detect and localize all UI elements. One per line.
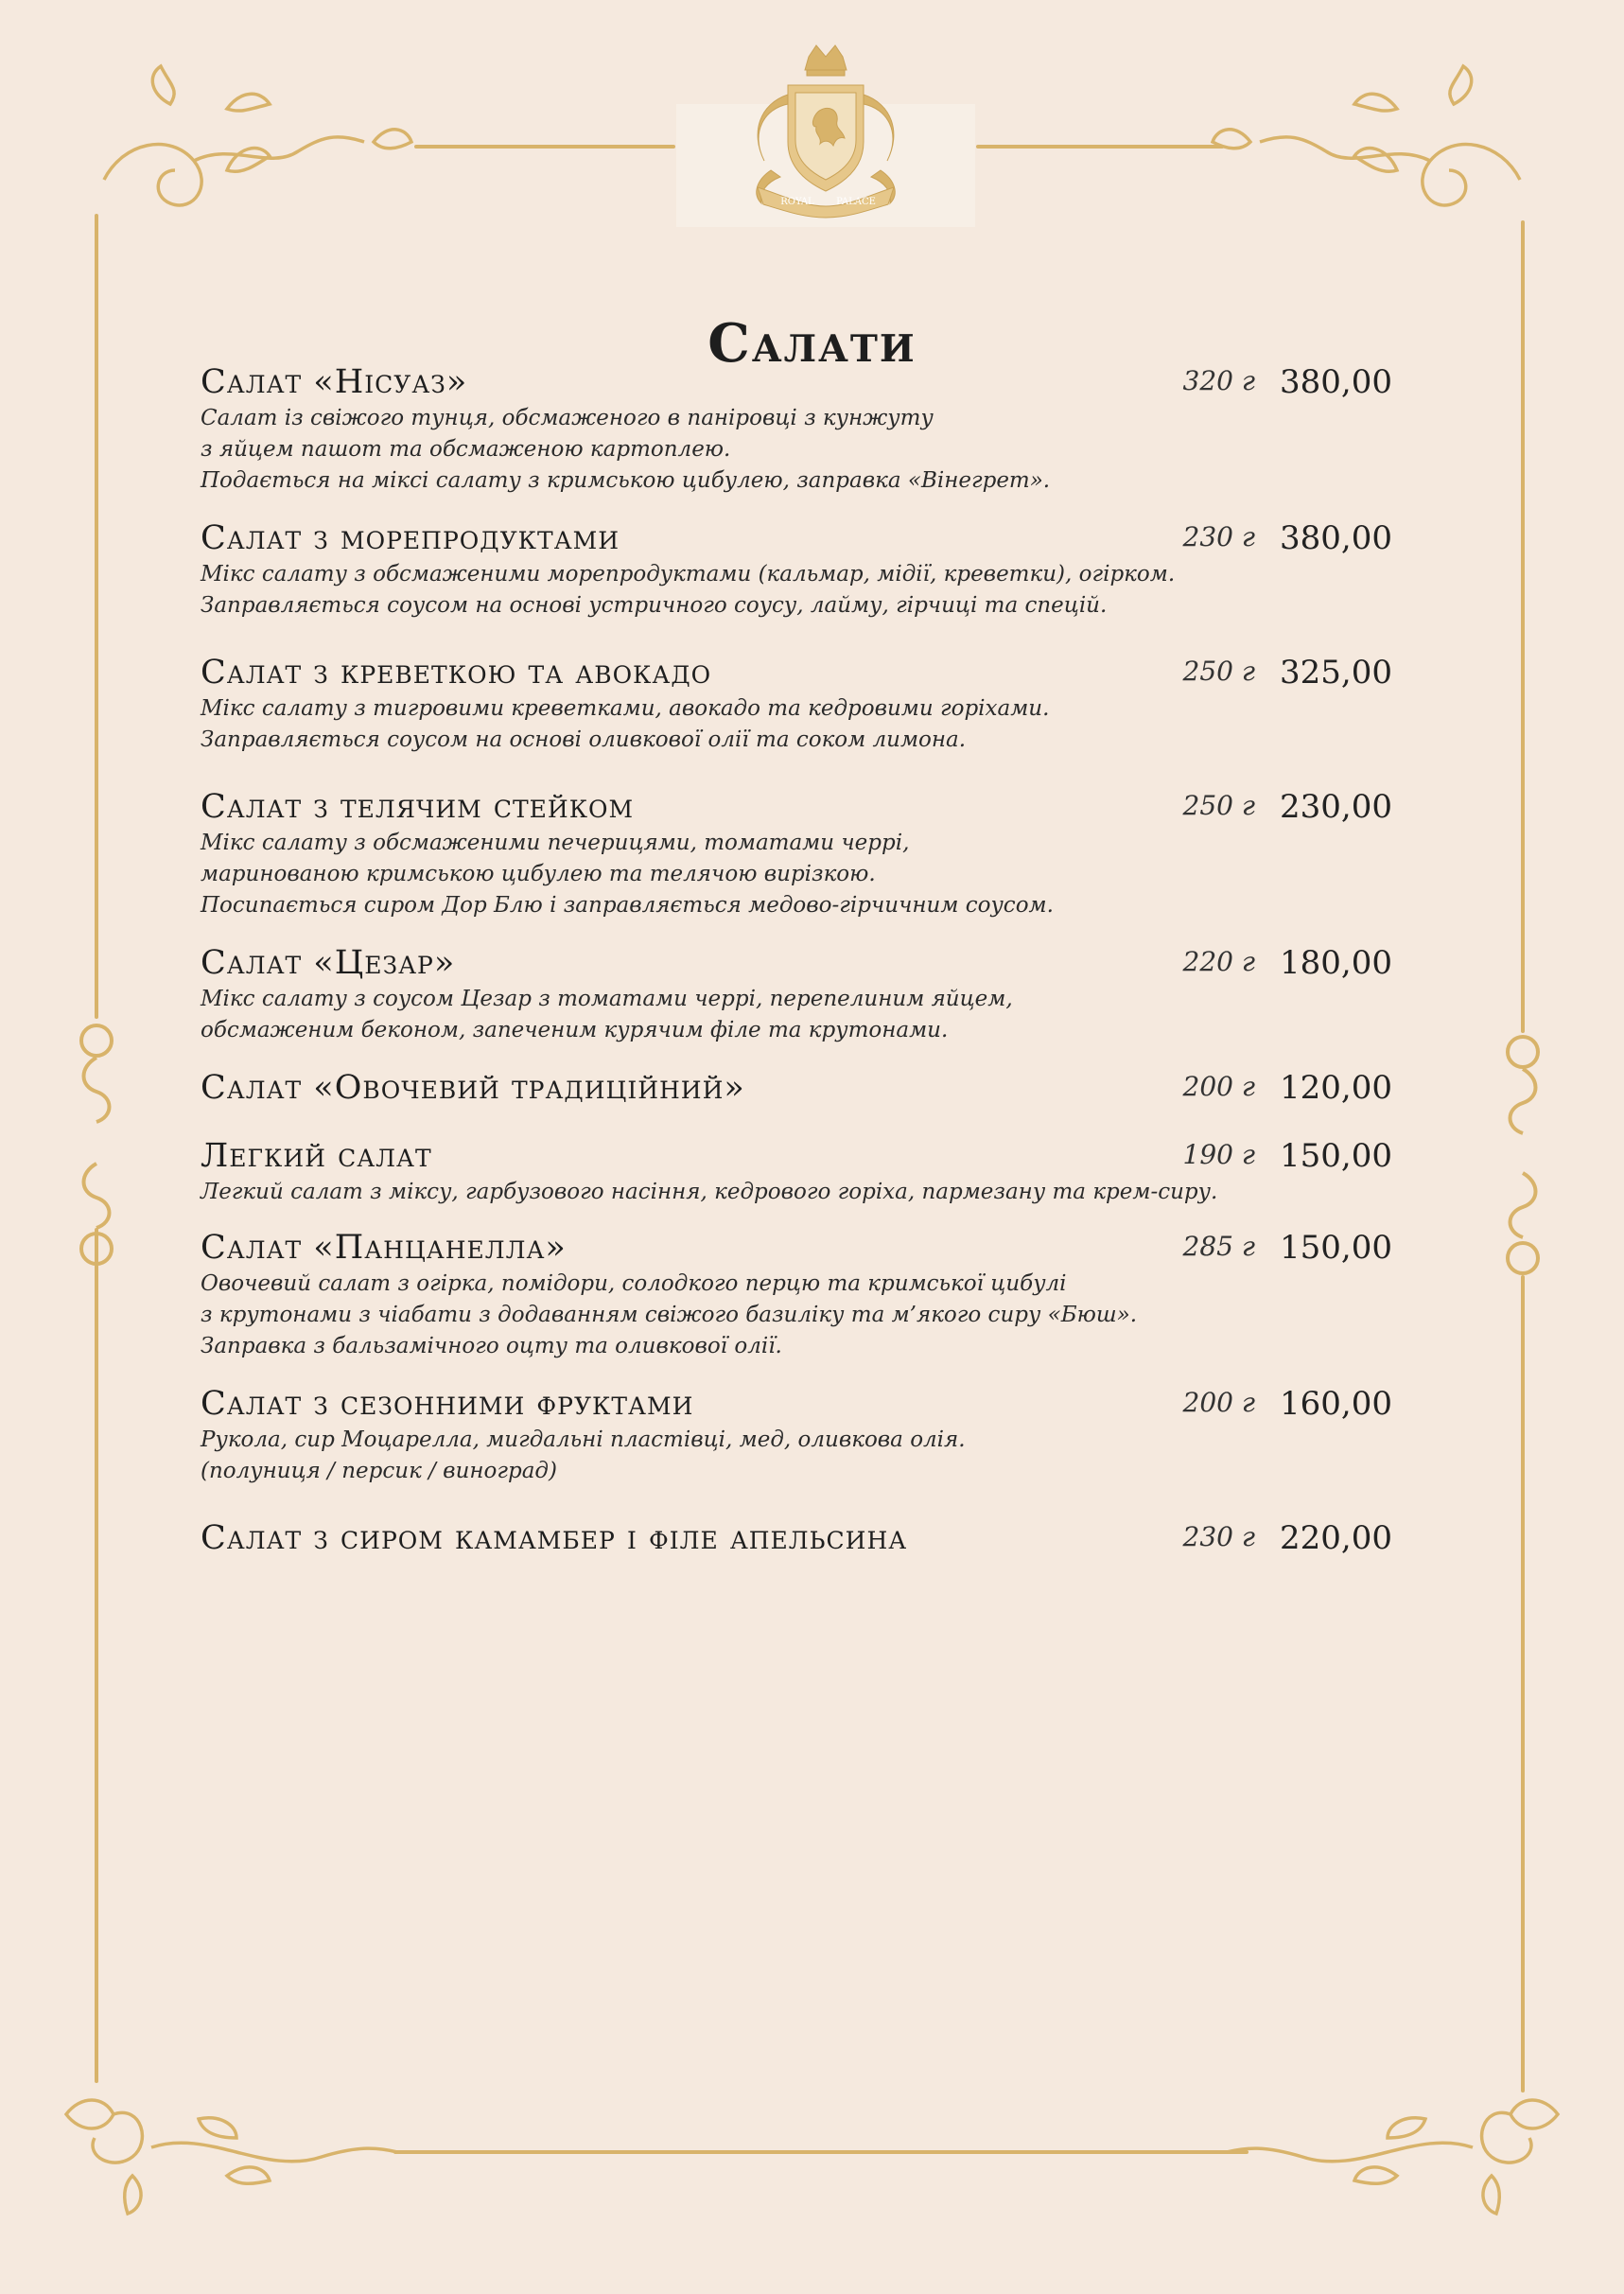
menu-item-weight: 320 г: [1182, 365, 1255, 396]
menu-item-price: 150,00: [1280, 1229, 1392, 1267]
menu-item-price: 230,00: [1280, 788, 1392, 826]
menu-item-name: Салат з морепродуктами: [201, 519, 620, 557]
bottom-left-flourish: [66, 2100, 397, 2214]
menu-item-name: Салат «Нісуаз»: [201, 363, 468, 401]
menu-item-description: маринованою кримською цибулею та телячою вирізкою.: [201, 862, 876, 886]
menu-item-description: Заправляється соусом на основі устричного соусу, лайму, гірчиці та спецій.: [201, 593, 1108, 618]
menu-item-weight: 230 г: [1182, 1521, 1255, 1552]
menu-item-name: Салат з сиром камамбер і філе апельсина: [201, 1519, 908, 1557]
menu-item: [201, 786, 1392, 921]
menu-item-price: 325,00: [1280, 654, 1392, 692]
crest-icon: [676, 38, 975, 227]
menu-item-description: обсмаженим беконом, запеченим курячим філе та крутонами.: [201, 1018, 949, 1042]
menu-item: [201, 1135, 1392, 1208]
bottom-right-flourish: [1227, 2100, 1558, 2214]
menu-item-weight: 200 г: [1182, 1071, 1255, 1102]
menu-item-name: Салат «Овочевий традиційний»: [201, 1069, 745, 1107]
right-ornament: [1508, 1037, 1538, 1273]
menu-item-description: Подається на міксі салату з кримською цибулею, заправка «Вінегрет».: [201, 468, 1051, 493]
menu-item-description: Салат із свіжого тунця, обсмаженого в паніровці з кунжуту: [201, 406, 934, 430]
menu-item-description: Заправляється соусом на основі оливкової олії та соком лимона.: [201, 727, 967, 752]
menu-item: [201, 361, 1392, 497]
menu-item: [201, 942, 1392, 1046]
menu-item: [201, 652, 1392, 756]
menu-item-price: 220,00: [1280, 1519, 1392, 1557]
menu-item: [201, 1227, 1392, 1362]
menu-item-description: (полуниця / персик / виноград): [201, 1459, 557, 1483]
menu-item-description: з яйцем пашот та обсмаженою картоплею.: [201, 437, 731, 462]
menu-item-weight: 250 г: [1182, 656, 1255, 687]
menu-item-name: Легкий салат: [201, 1137, 432, 1175]
menu-item-description: Мікс салату з обсмаженими морепродуктами (кальмар, мідії, креветки), огірком.: [201, 562, 1176, 587]
menu-item-price: 180,00: [1280, 944, 1392, 982]
menu-item-weight: 200 г: [1182, 1387, 1255, 1418]
menu-item-price: 120,00: [1280, 1069, 1392, 1107]
menu-item-description: Мікс салату з соусом Цезар з томатами черрі, перепелиним яйцем,: [201, 987, 1013, 1011]
menu-item-price: 380,00: [1280, 519, 1392, 557]
top-right-flourish: [1213, 66, 1520, 205]
menu-item-weight: 220 г: [1182, 946, 1255, 977]
menu-item-description: Заправка з бальзамічного оцту та оливкової олії.: [201, 1334, 782, 1358]
menu-item: [201, 1517, 1392, 1559]
menu-item-description: Мікс салату з тигровими креветками, авокадо та кедровими горіхами.: [201, 696, 1050, 721]
royal-crest-logo: [676, 38, 975, 227]
page-title: Салати: [707, 311, 917, 375]
menu-item-price: 160,00: [1280, 1385, 1392, 1423]
menu-item-name: Салат з креветкою та авокадо: [201, 654, 712, 692]
menu-item-description: Посипається сиром Дор Блю і заправляється медово-гірчичним соусом.: [201, 893, 1054, 918]
menu-item-weight: 285 г: [1182, 1231, 1255, 1262]
menu-item-name: Салат з телячим стейком: [201, 788, 635, 826]
menu-item-description: з крутонами з чіабати з додаванням свіжого базиліку та м’якого сиру «Бюш».: [201, 1303, 1138, 1327]
menu-item: [201, 517, 1392, 622]
menu-item: [201, 1067, 1392, 1109]
menu-item-name: Салат з сезонними фруктами: [201, 1385, 694, 1423]
menu-item-description: Рукола, сир Моцарелла, мигдальні пластівці, мед, оливкова олія.: [201, 1427, 966, 1452]
menu-item-description: Мікс салату з обсмаженими печерицями, томатами черрі,: [201, 831, 910, 855]
menu-item-description: Легкий салат з міксу, гарбузового насіння, кедрового горіха, пармезану та крем-сиру.: [201, 1180, 1218, 1204]
menu-item-weight: 190 г: [1182, 1139, 1255, 1170]
menu-item-name: Салат «Цезар»: [201, 944, 456, 982]
menu-item: [201, 1383, 1392, 1487]
menu-item-weight: 250 г: [1182, 790, 1255, 821]
menu-item-description: Овочевий салат з огірка, помідори, солодкого перцю та кримської цибулі: [201, 1271, 1067, 1296]
top-left-flourish: [104, 66, 411, 205]
menu-item-name: Салат «Панцанелла»: [201, 1229, 567, 1267]
crest-text-left: ROYAL: [780, 197, 814, 207]
menu-item-price: 380,00: [1280, 363, 1392, 401]
menu-item-price: 150,00: [1280, 1137, 1392, 1175]
crest-text-right: PALACE: [836, 197, 876, 207]
menu-item-weight: 230 г: [1182, 521, 1255, 552]
